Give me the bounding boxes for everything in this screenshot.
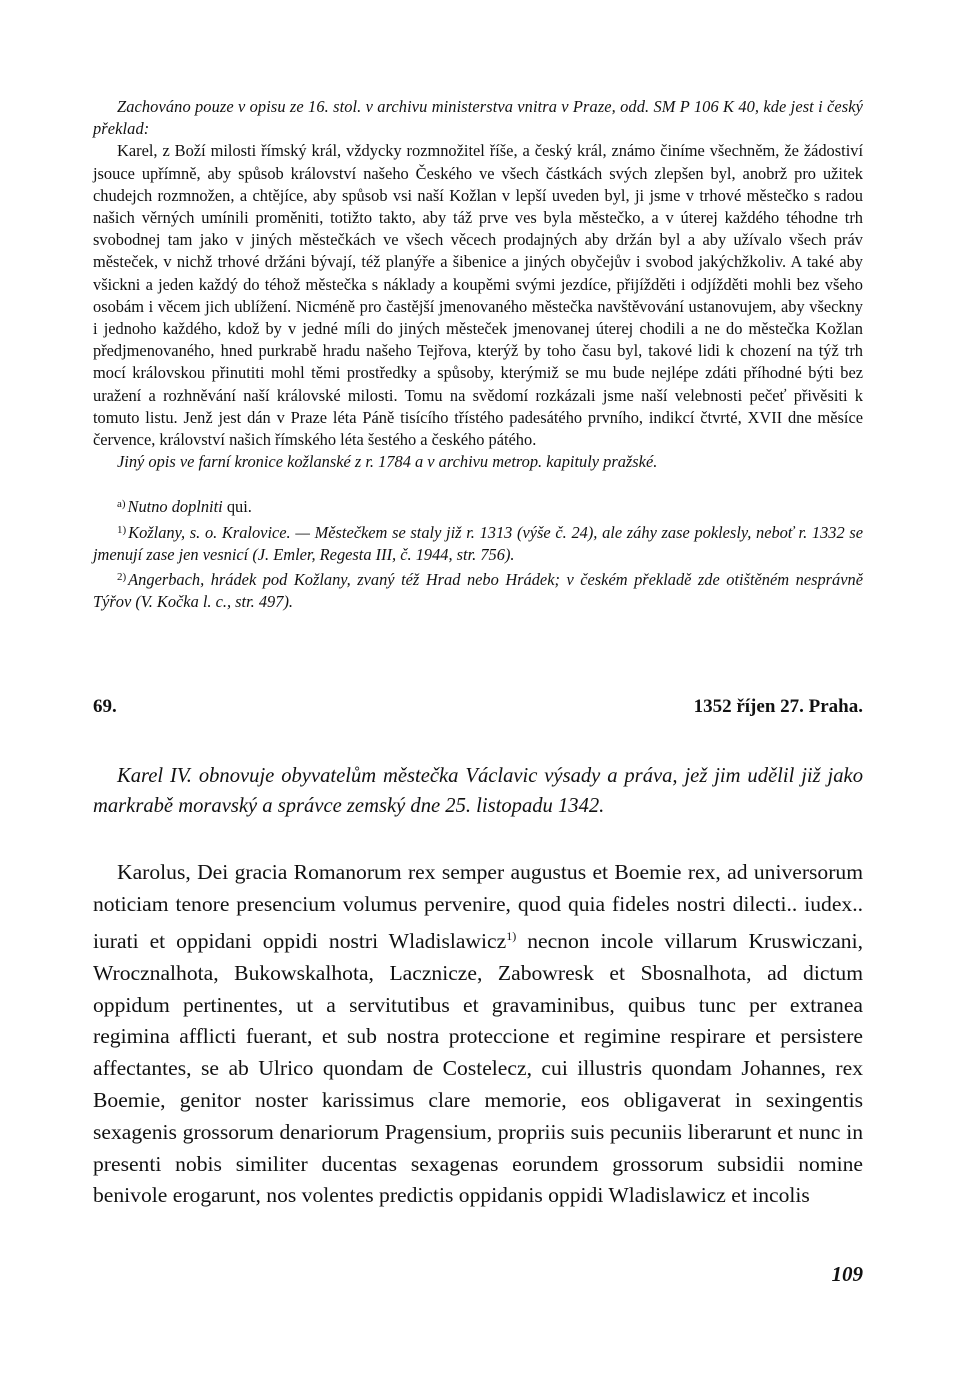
page-number: 109 [831,1262,863,1286]
footnote-text: Kožlany, s. o. Kralovice. — Městečkem se staly již r. 1313 (výše č. 24), ale záhy zase poklesly, neboť r. 1332 se jmenují zase jen vesnicí (J. Emler, Regesta III, č. 1944, str. 756). [93,522,863,564]
footnotes [93,493,863,613]
footnote-tail: qui. [222,497,252,517]
document-page [93,96,863,1212]
footnote-text: Nutno doplniti [127,497,223,517]
footnote-2 [93,566,863,613]
footnote-mark: 1) [117,523,127,536]
entry-number: 69. [93,696,117,718]
footnote-a [93,493,863,518]
entry-date-place: 1352 říjen 27. Praha. [693,696,863,718]
footnote-mark: 2) [117,571,127,584]
latin-note-mark: 1) [506,929,517,944]
entry-summary: Karel IV. obnovuje obyvatelům městečka Václavic výsady a práva, jež jim udělil již jako markrabě moravský a správce zemský dne 25. listopadu 1342. [93,765,863,818]
latin-text-part: necnon incole villarum Kruswiczani, Wrocznalhota, Bukowskalhota, Lacznicze, Zabowresk et Sbosnalhota, ad dictum oppidum pertinentes, ut a servitutibus et gravaminibus, quibus tunc per extranea regimina afflicti fuerant, et sub nostra proteccione et regimine respirare et persistere affectantes, se ab Ulrico quondam de Costelecz, cui illustris quondam Johannes, rex Boemie, genitor noster karissimus clare memorie, eos obligaverat in sexingentis sexagenis grossorum denariorum Pragensium, propriis suis pecuniis liberarunt et nunc in presenti nobis similiter ducentas sexagenas eorundem grossorum subsidii nomine benivole erogarunt, nos volentes predictis oppidanis oppidi Wladislawicz et incolis [93,929,863,1208]
footnote-text: Angerbach, hrádek pod Kožlany, zvaný též Hrad nebo Hrádek; v českém překladě zde otištěném nesprávně Týřov (V. Kočka l. c., str. 497). [93,570,863,612]
footnote-mark: a) [117,498,126,511]
entry-header [93,695,863,719]
latin-charter-text [93,857,863,1212]
archival-note: Zachováno pouze v opisu ze 16. stol. v archivu ministerstva vnitra v Praze, odd. SM P 106 K 40, kde jest i český překlad: [93,97,863,139]
footnote-1 [93,519,863,566]
czech-translation: Karel, z Boží milosti římský král, vždycky rozmnožitel říše, a český král, známo činíme všechněm, že žádostiví jsouce upřímně, aby spůsob království našeho Českého ve všech částkách svých zlepšen byl, anobrž pro užitek chudejch rozmnožen, a chtějíce, aby spůsob vsi naší Kožlan v lepší uveden byl, ji jsme v trhové městečko s radou našich věrných umínili proměniti, totižto takto, aby táž prve ves byla městečko, a v úterej každého téhodne trh svobodnej tam jako v jiných městečkách ve všech věcech prodajných aby držán byl a aby užívalo všech práv městeček, v nichž trhové držáni bývají, též planýře a šibenice a jiných obyčejův i svobod jakýchžkoliv. A také aby všickni a jeden každý do téhož městečka s náklady a koupěmi svými jezdíce, přijížděti i odjížděti mohli bez všeho osobám i věcem jich ublížení. Nicméně pro častější jmenovaného městečka navštěvování ustanovujem, aby všeckny i jednoho každého, kdož by v jedné míli do jiných městeček jmenovanej úterej chodili a ne do městečka Kožlan předjmenovaného, hned purkrabě hradu našeho Tejřova, kterýž by toho času byl, takové lidi k chození na týž trh mocí královskou přinutiti mohl těmi prostředky a spůsoby, kterýmiž se mu bude nejlépe zdáti příhodné býti bez uražení a rozhněvání naší královské milosti. Tomu na svědomí rozkázali jsme naší velebnosti pečeť přivěsiti k tomuto listu. Jenž jest dán v Praze léta Páně tisícího třístého padesátého prvního, indikcí čtvrté, XVII dne měsíce července, království našich římského léta šestého a českého pátého. [93,141,863,450]
latin-text-part: Karolus, Dei gracia Romanorum rex semper augustus et Boemie rex, ad universorum noticiam tenore presencium volumus pervenire, quod quia fideles nostri dilecti.. iudex.. iurati et oppidani oppidi nostri Wladislawicz [93,860,863,954]
source-note: Jiný opis ve farní kronice kožlanské z r. 1784 a v archivu metrop. kapituly pražské. [117,452,658,472]
